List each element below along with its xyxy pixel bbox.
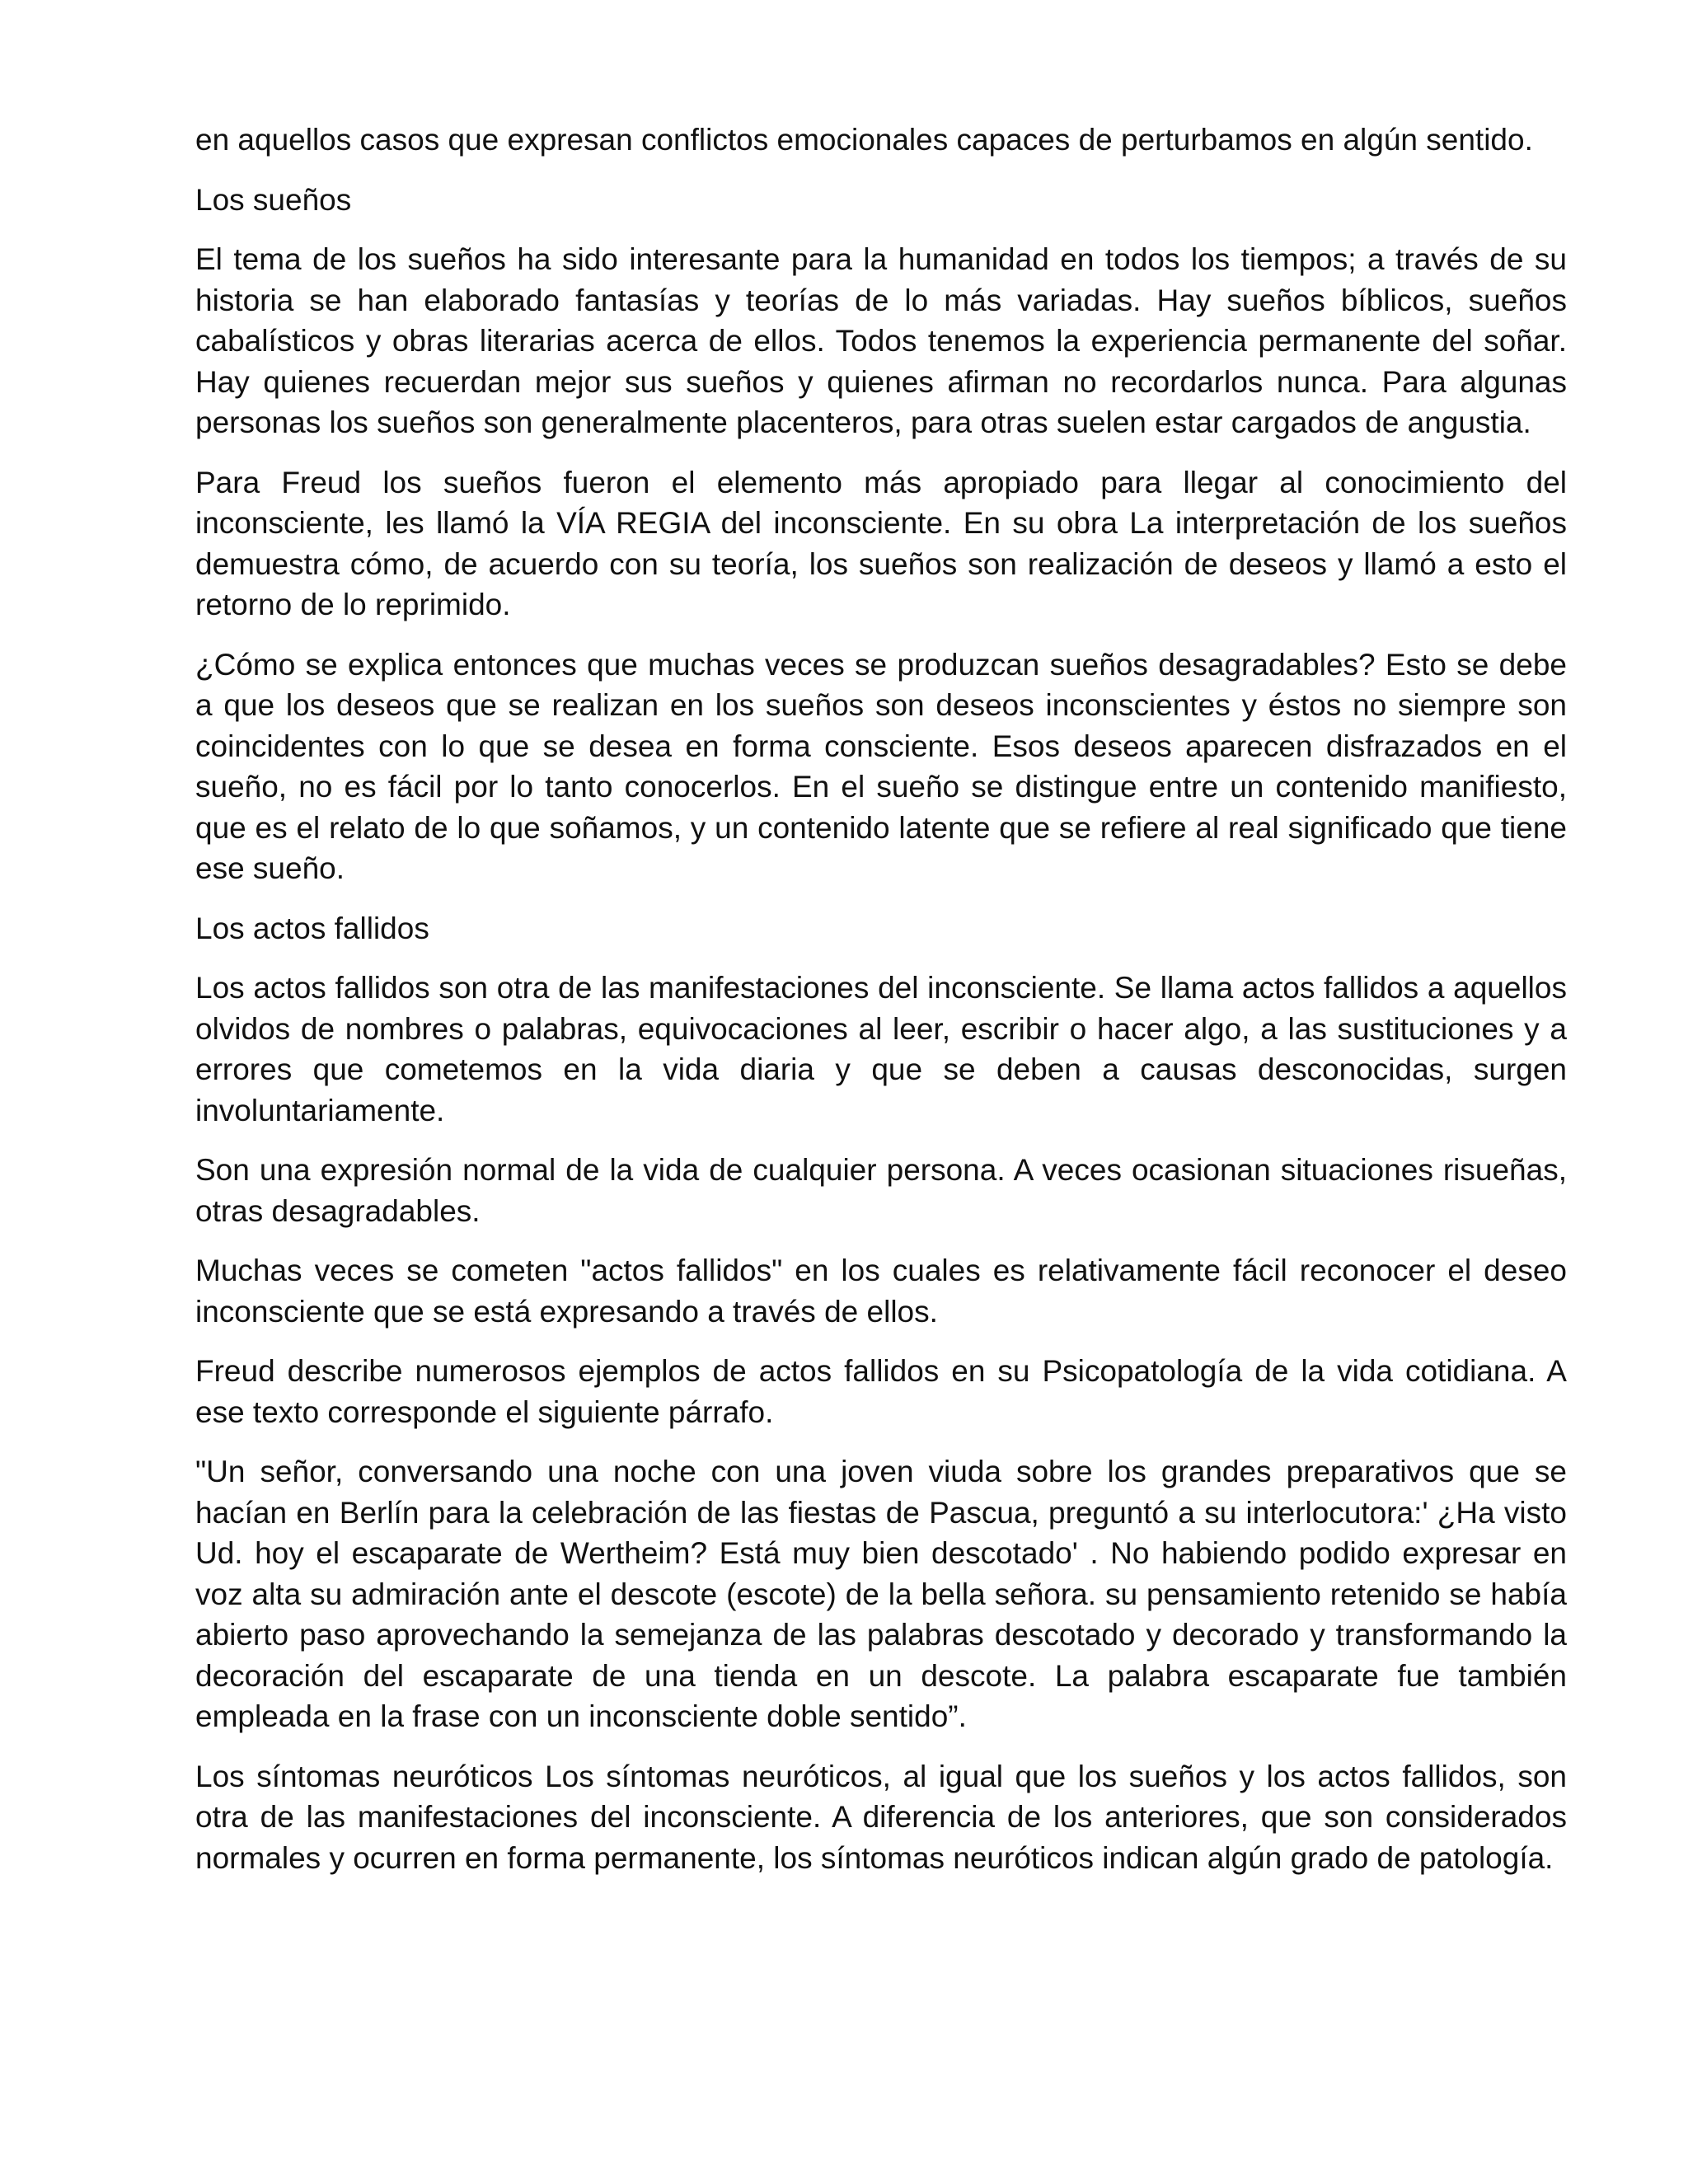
paragraph-suenos-tema: El tema de los sueños ha sido interesante para la humanidad en todos los tiempos; a través de su historia se han elaborado fantasías y teorías de lo más variadas. Hay sueños bíblicos, sueños cabalísticos y obras literarias acerca de ellos. Todos tenemos la experiencia permanente del soñar. Hay quienes recuerdan mejor sus sueños y quienes afirman no recordarlos nunca. Para algunas personas los sueños son generalmente placenteros, para otras suelen estar cargados de angustia. bbox=[195, 242, 1567, 439]
heading-actos-fallidos: Los actos fallidos bbox=[195, 911, 429, 945]
paragraph-freud-via-regia: Para Freud los sueños fueron el elemento más apropiado para llegar al conocimiento del inconsciente, les llamó la VÍA REGIA del inconsciente. En su obra La interpretación de los sueños demuestra cómo, de acuerdo con su teoría, los sueños son realización de deseos y llamó a esto el retorno de lo reprimido. bbox=[195, 465, 1567, 621]
paragraph-psicopatologia: Freud describe numerosos ejemplos de actos fallidos en su Psicopatología de la vida cotidiana. A ese texto corresponde el siguiente párrafo. bbox=[195, 1354, 1567, 1429]
paragraph-deseo-inconsciente: Muchas veces se cometen "actos fallidos" en los cuales es relativamente fácil reconocer el deseo inconsciente que se está expresando a través de ellos. bbox=[195, 1254, 1567, 1329]
paragraph-suenos-desagradables: ¿Cómo se explica entonces que muchas veces se produzcan sueños desagradables? Esto se debe a que los deseos que se realizan en los sueños son deseos inconscientes y éstos no siempre son coincidentes con lo que se desea en forma consciente. Esos deseos aparecen disfrazados en el sueño, no es fácil por lo tanto conocerlos. En el sueño se distingue entre un contenido manifiesto, que es el relato de lo que soñamos, y un contenido latente que se refiere al real significado que tiene ese sueño. bbox=[195, 647, 1567, 885]
document-page bbox=[195, 120, 1567, 1897]
paragraph-cita-freud: "Un señor, conversando una noche con una joven viuda sobre los grandes preparativos que se hacían en Berlín para la celebración de las fiestas de Pascua, preguntó a su interlocutora:' ¿Ha visto Ud. hoy el escaparate de Wertheim? Está muy bien descotado' . No habiendo podido expresar en voz alta su admiración ante el descote (escote) de la bella señora. su pensamiento retenido se había abierto paso aprovechando la semejanza de las palabras descotado y decorado y transformando la decoración del escaparate de una tienda en un descote. La palabra escaparate fue también empleada en la frase con un inconsciente doble sentido”. bbox=[195, 1455, 1567, 1733]
paragraph-sintomas-neuroticos: Los síntomas neuróticos Los síntomas neuróticos, al igual que los sueños y los actos fallidos, son otra de las manifestaciones del inconsciente. A diferencia de los anteriores, que son considerados normales y ocurren en forma permanente, los síntomas neuróticos indican algún grado de patología. bbox=[195, 1759, 1567, 1875]
paragraph-actos-fallidos-definicion: Los actos fallidos son otra de las manifestaciones del inconsciente. Se llama actos fallidos a aquellos olvidos de nombres o palabras, equivocaciones al leer, escribir o hacer algo, a las sustituciones y a errores que cometemos en la vida diaria y que se deben a causas desconocidas, surgen involuntariamente. bbox=[195, 971, 1567, 1127]
heading-los-suenos: Los sueños bbox=[195, 182, 352, 217]
paragraph-intro-fragment: en aquellos casos que expresan conflictos emocionales capaces de perturbamos en algún sentido. bbox=[195, 123, 1533, 157]
paragraph-expresion-normal: Son una expresión normal de la vida de cualquier persona. A veces ocasionan situaciones risueñas, otras desagradables. bbox=[195, 1153, 1567, 1228]
